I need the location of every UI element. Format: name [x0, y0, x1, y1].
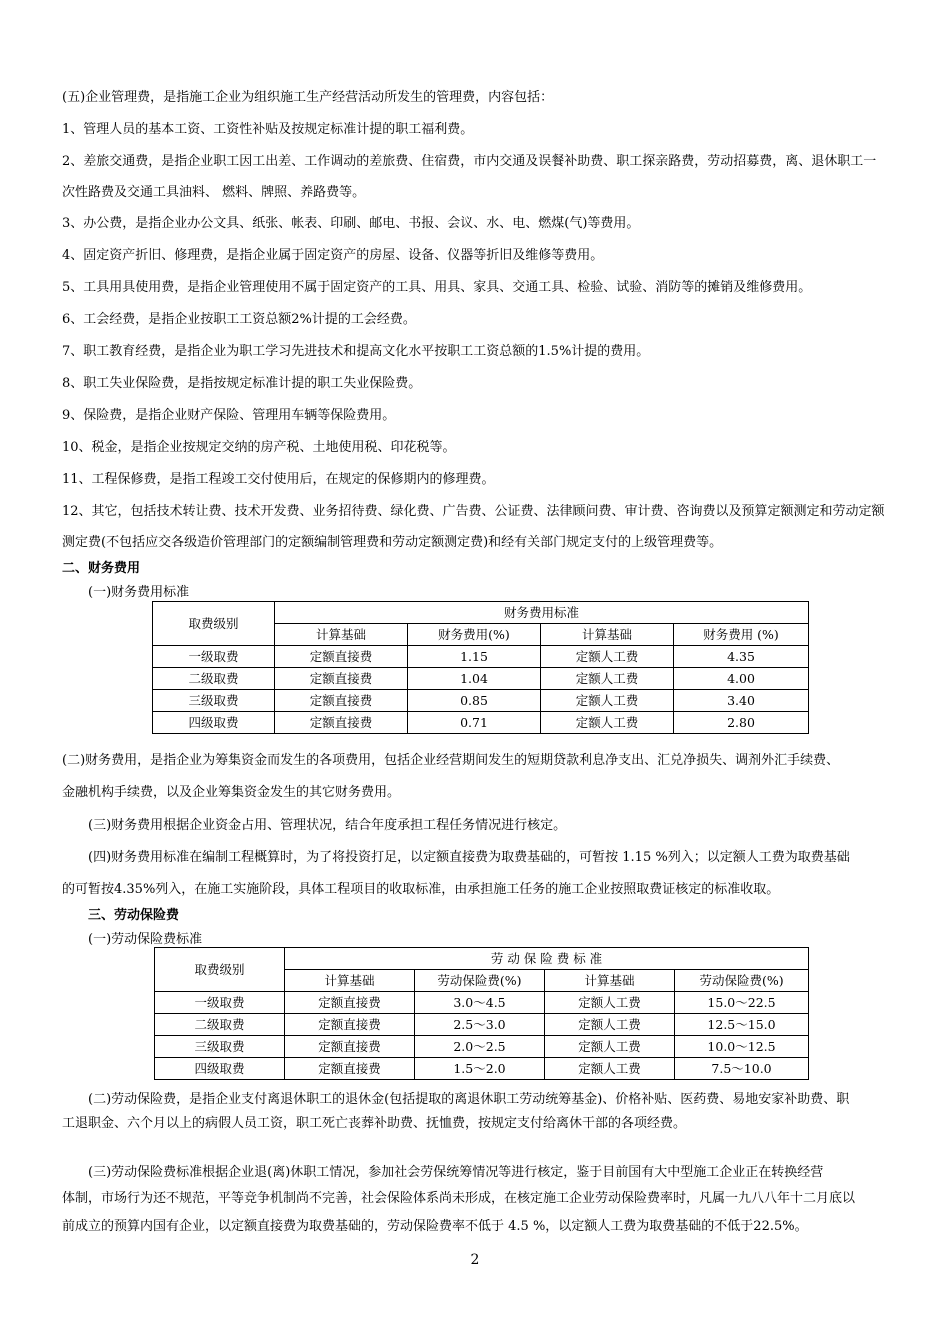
table-cell: 2.5～3.0 — [415, 1014, 545, 1036]
subheading-labor-standard: (一)劳动保险费标准 — [88, 932, 203, 947]
table-row — [153, 712, 809, 734]
table-cell: 一级取费 — [155, 992, 285, 1014]
table-cell: 定额直接费 — [275, 690, 408, 712]
table-cell: 四级取费 — [153, 712, 275, 734]
table-column-header: 计算基础 — [545, 970, 675, 992]
list-item: 5、工具用具使用费，是指企业管理使用不属于固定资产的工具、用具、家具、交通工具、检验、试验、消防等的摊销及维修费用。 — [62, 280, 812, 295]
table-cell: 一级取费 — [153, 646, 275, 668]
table-cell: 定额人工费 — [545, 1014, 675, 1036]
paragraph: (二)劳动保险费，是指企业支付离退休职工的退休金(包括提取的离退休职工劳动统筹基金)、价格补贴、医药费、易地安家补助费、职 — [88, 1092, 850, 1107]
section-heading-finance: 二、财务费用 — [62, 561, 141, 576]
table-cell: 定额直接费 — [275, 668, 408, 690]
list-item: 1、管理人员的基本工资、工资性补贴及按规定标准计提的职工福利费。 — [62, 122, 474, 137]
table-row — [155, 992, 809, 1014]
paragraph: (三)劳动保险费标准根据企业退(离)休职工情况，参加社会劳保统筹情况等进行核定，鉴于目前国有大中型施工企业正在转换经营 — [88, 1165, 824, 1180]
table-cell: 定额人工费 — [541, 646, 674, 668]
list-item: 11、工程保修费，是指工程竣工交付使用后，在规定的保修期内的修理费。 — [62, 472, 495, 487]
table-header-level: 取费级别 — [153, 602, 275, 646]
list-item: 次性路费及交通工具油料、 燃料、牌照、养路费等。 — [62, 185, 366, 200]
table-cell: 定额直接费 — [285, 1036, 415, 1058]
page-number: 2 — [470, 1252, 480, 1268]
paragraph: (三)财务费用根据企业资金占用、管理状况，结合年度承担工程任务情况进行核定。 — [88, 818, 567, 833]
paragraph: 的可暂按4.35%列入，在施工实施阶段，具体工程项目的收取标准，由承担施工任务的施工企业按照取费证核定的标准收取。 — [62, 882, 780, 897]
section-heading-labor: 三、劳动保险费 — [88, 908, 180, 923]
table-column-header: 计算基础 — [275, 624, 408, 646]
list-item: 测定费(不包括应交各级造价管理部门的定额编制管理费和劳动定额测定费)和经有关部门规定支付的上级管理费等。 — [62, 535, 723, 550]
list-item: 2、差旅交通费，是指企业职工因工出差、工作调动的差旅费、住宿费，市内交通及误餐补助费、职工探亲路费，劳动招募费，离、退休职工一 — [62, 154, 877, 169]
list-item: 8、职工失业保险费，是指按规定标准计提的职工失业保险费。 — [62, 376, 422, 391]
table-header-level: 取费级别 — [155, 948, 285, 992]
table-row — [155, 1058, 809, 1080]
table-cell: 10.0～12.5 — [675, 1036, 809, 1058]
table-row — [155, 1036, 809, 1058]
table-row — [153, 668, 809, 690]
list-item: 9、保险费，是指企业财产保险、管理用车辆等保险费用。 — [62, 408, 396, 423]
table-cell: 0.85 — [408, 690, 541, 712]
section5-intro: (五)企业管理费，是指施工企业为组织施工生产经营活动所发生的管理费，内容包括： — [62, 90, 554, 105]
table-cell: 12.5～15.0 — [675, 1014, 809, 1036]
table-row — [153, 690, 809, 712]
table-cell: 二级取费 — [155, 1014, 285, 1036]
table-cell: 二级取费 — [153, 668, 275, 690]
table-row — [155, 1014, 809, 1036]
table-cell: 定额人工费 — [545, 1058, 675, 1080]
paragraph: 前成立的预算内国有企业，以定额直接费为取费基础的，劳动保险费率不低于 4.5 %，以定额人工费为取费基础的不低于22.5%。 — [62, 1219, 808, 1234]
paragraph: 金融机构手续费，以及企业筹集资金发生的其它财务费用。 — [62, 785, 401, 800]
table-cell: 定额人工费 — [545, 1036, 675, 1058]
list-item: 4、固定资产折旧、修理费，是指企业属于固定资产的房屋、设备、仪器等折旧及维修等费用。 — [62, 248, 604, 263]
table-cell: 定额直接费 — [275, 646, 408, 668]
paragraph: 体制，市场行为还不规范，平等竞争机制尚不完善，社会保险体系尚未形成，在核定施工企业劳动保险费率时，凡属一九八八年十二月底以 — [62, 1191, 856, 1206]
table-cell: 3.40 — [674, 690, 809, 712]
table-cell: 15.0～22.5 — [675, 992, 809, 1014]
table-column-header: 计算基础 — [285, 970, 415, 992]
table-cell: 1.04 — [408, 668, 541, 690]
table-cell: 7.5～10.0 — [675, 1058, 809, 1080]
table-cell: 定额直接费 — [275, 712, 408, 734]
table-cell: 4.35 — [674, 646, 809, 668]
table-cell: 定额直接费 — [285, 1058, 415, 1080]
table-cell: 定额直接费 — [285, 992, 415, 1014]
table-cell: 定额人工费 — [541, 690, 674, 712]
table-cell: 3.0～4.5 — [415, 992, 545, 1014]
table-cell: 1.15 — [408, 646, 541, 668]
table-cell: 2.0～2.5 — [415, 1036, 545, 1058]
list-item: 7、职工教育经费，是指企业为职工学习先进技术和提高文化水平按职工工资总额的1.5%计提的费用。 — [62, 344, 650, 359]
list-item: 6、工会经费，是指企业按职工工资总额2%计提的工会经费。 — [62, 312, 416, 327]
table-cell: 1.5～2.0 — [415, 1058, 545, 1080]
table-group-header: 财务费用标准 — [275, 602, 809, 624]
subheading-finance-standard: (一)财务费用标准 — [88, 585, 190, 600]
labor-insurance-table — [154, 947, 809, 1080]
table-cell: 2.80 — [674, 712, 809, 734]
list-item: 3、办公费，是指企业办公文具、纸张、帐表、印刷、邮电、书报、会议、水、电、燃煤(气)等费用。 — [62, 216, 640, 231]
table-cell: 三级取费 — [155, 1036, 285, 1058]
table-column-header: 计算基础 — [541, 624, 674, 646]
table-cell: 四级取费 — [155, 1058, 285, 1080]
paragraph: (二)财务费用，是指企业为筹集资金而发生的各项费用，包括企业经营期间发生的短期贷款利息净支出、汇兑净损失、调剂外汇手续费、 — [62, 753, 840, 768]
table-column-header: 劳动保险费(%) — [415, 970, 545, 992]
table-column-header: 劳动保险费(%) — [675, 970, 809, 992]
paragraph: (四)财务费用标准在编制工程概算时，为了将投资打足，以定额直接费为取费基础的，可暂按 1.15 %列入；以定额人工费为取费基础 — [88, 850, 850, 865]
table-cell: 0.71 — [408, 712, 541, 734]
list-item: 12、其它，包括技术转让费、技术开发费、业务招待费、绿化费、广告费、公证费、法律顾问费、审计费、咨询费以及预算定额测定和劳动定额 — [62, 504, 885, 519]
table-column-header: 财务费用(%) — [408, 624, 541, 646]
list-item: 10、税金，是指企业按规定交纳的房产税、土地使用税、印花税等。 — [62, 440, 456, 455]
table-group-header: 劳 动 保 险 费 标 准 — [285, 948, 809, 970]
table-cell: 定额直接费 — [285, 1014, 415, 1036]
table-cell: 4.00 — [674, 668, 809, 690]
paragraph: 工退职金、六个月以上的病假人员工资，职工死亡丧葬补助费、抚恤费，按规定支付给离休干部的各项经费。 — [62, 1116, 687, 1131]
table-cell: 定额人工费 — [545, 992, 675, 1014]
table-row — [153, 646, 809, 668]
table-column-header: 财务费用 (%) — [674, 624, 809, 646]
table-cell: 三级取费 — [153, 690, 275, 712]
table-cell: 定额人工费 — [541, 712, 674, 734]
finance-standard-table — [152, 601, 809, 734]
table-cell: 定额人工费 — [541, 668, 674, 690]
